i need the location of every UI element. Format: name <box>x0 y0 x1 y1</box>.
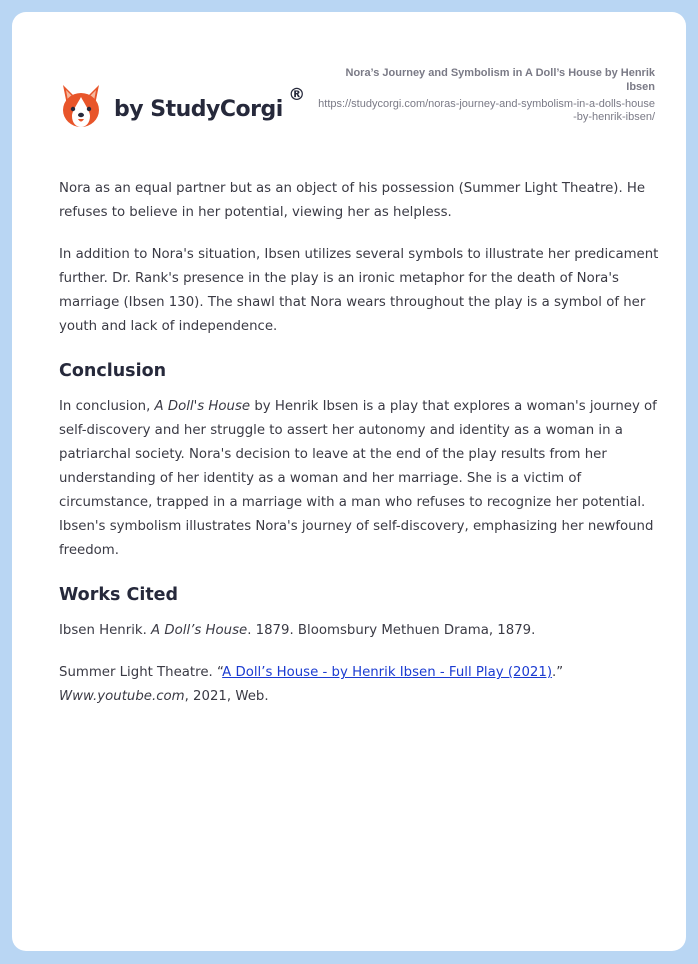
document-header-meta <box>315 66 655 124</box>
paragraph: Nora as an equal partner but as an object of his possession (Summer Light Theatre). He refuses to believe in her potential, viewing her as helpless. <box>59 181 646 220</box>
conclusion-paragraph: In conclusion, A Doll's House by Henrik Ibsen is a play that explores a woman's journey of self-discovery and her struggle to assert her autonomy and identity as a woman in a patriarchal society. Nora's decision to leave at the end of the play results from her understanding of her identity as a woman and her marriage. She is a victim of circumstance, trapped in a marriage with a man who refuses to recognize her potential. Ibsen's symbolism illustrates Nora's journey of self-discovery, emphasizing her newfound freedom. <box>59 399 657 558</box>
document-url[interactable]: https://studycorgi.com/noras-journey-and-symbolism-in-a-dolls-house-by-henrik-ibsen/ <box>318 98 655 123</box>
citation: Summer Light Theatre. “A Doll’s House - by Henrik Ibsen - Full Play (2021).” Www.youtube.com, 2021, Web. <box>59 665 564 704</box>
document-page <box>12 12 686 951</box>
citation: Ibsen Henrik. A Doll’s House. 1879. Bloomsbury Methuen Drama, 1879. <box>59 623 536 638</box>
essay-body <box>59 177 659 727</box>
brand-name: by StudyCorgi ® <box>114 84 305 122</box>
paragraph: In addition to Nora's situation, Ibsen utilizes several symbols to illustrate her predicament further. Dr. Rank's presence in the play is an ironic metaphor for the death of Nora's marriage (Ibsen 130). The shawl that Nora wears throughout the play is a symbol of her youth and lack of independence. <box>59 247 659 334</box>
registered-mark: ® <box>288 84 305 105</box>
studycorgi-logo[interactable] <box>60 76 305 136</box>
works-cited-heading: Works Cited <box>59 585 179 605</box>
citation-site: Www.youtube.com <box>59 689 185 704</box>
corgi-icon <box>60 83 102 129</box>
citation-title: A Doll’s House <box>151 623 248 638</box>
citation-link[interactable]: A Doll’s House - by Henrik Ibsen - Full Play (2021) <box>222 665 553 680</box>
document-title: Nora’s Journey and Symbolism in A Doll’s House by Henrik Ibsen <box>345 67 655 93</box>
conclusion-heading: Conclusion <box>59 361 167 381</box>
play-title: A Doll's House <box>154 399 251 414</box>
